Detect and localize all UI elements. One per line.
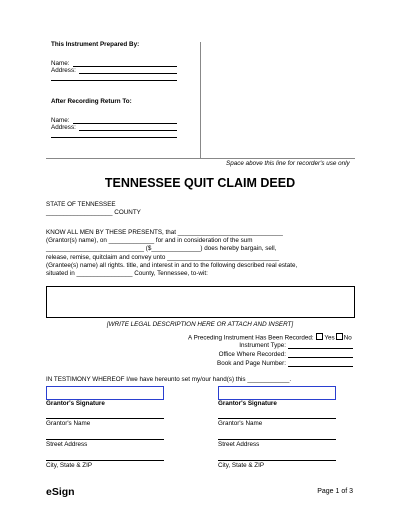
prepared-address-line-1[interactable] <box>79 73 177 74</box>
county-line: ___________________ COUNTY <box>46 209 141 216</box>
state-line: STATE OF TENNESSEE <box>46 201 116 208</box>
paragraph-line-5: (Grantee(s) name) all rights. title, and interest in and to the following described real estate, <box>46 262 298 269</box>
right-name-line[interactable] <box>218 418 336 419</box>
testimony-line: IN TESTIMONY WHEREOF I/we have hereunto set my/our hand(s) this ____________. <box>46 376 292 383</box>
return-name-label: Name: <box>51 117 70 124</box>
right-signature-field[interactable] <box>218 386 336 400</box>
legal-description-caption: [WRITE LEGAL DESCRIPTION HERE OR ATTACH AND INSERT] <box>106 321 294 328</box>
right-signature-label: Grantor's Signature <box>218 400 277 407</box>
right-street-label: Street Address <box>218 441 260 448</box>
prepared-address-label: Address: <box>51 67 76 74</box>
return-name-line[interactable] <box>73 123 177 124</box>
return-address-label: Address: <box>51 124 76 131</box>
paragraph-line-1: KNOW ALL MEN BY THESE PRESENTS, that ______________________________ <box>46 229 283 236</box>
yes-checkbox[interactable] <box>316 333 323 340</box>
no-label: No <box>343 334 352 342</box>
page-number: Page 1 of 3 <box>317 488 353 495</box>
left-name-line[interactable] <box>46 418 164 419</box>
left-signature-field[interactable] <box>46 386 164 400</box>
left-street-label: Street Address <box>46 441 88 448</box>
left-city-line[interactable] <box>46 460 164 461</box>
return-to-title: After Recording Return To: <box>51 98 132 105</box>
book-page-line[interactable] <box>288 366 353 367</box>
left-city-label: City, State & ZIP <box>46 462 93 469</box>
document-title: TENNESSEE QUIT CLAIM DEED <box>104 176 296 190</box>
prepared-name-line[interactable] <box>73 66 177 67</box>
return-address-line-1[interactable] <box>79 130 177 131</box>
right-city-line[interactable] <box>218 460 336 461</box>
no-checkbox[interactable] <box>336 333 343 340</box>
instrument-type-label: Instrument Type: <box>239 342 286 349</box>
left-street-line[interactable] <box>46 439 164 440</box>
prepared-by-title: This Instrument Prepared By: <box>51 41 140 48</box>
recorder-vertical-divider <box>200 42 201 158</box>
right-name-label: Grantor's Name <box>218 420 263 427</box>
left-signature-label: Grantor's Signature <box>46 400 105 407</box>
esign-logo: eSign <box>46 486 75 498</box>
recorder-space-note: Space above this line for recorder's use only <box>226 160 350 167</box>
paragraph-line-6: situated in ________________ County, Tennessee, to-wit: <box>46 270 208 277</box>
paragraph-line-4: release, remise, quitclaim and convey unto ________________________________ <box>46 254 280 261</box>
legal-description-box[interactable] <box>46 286 355 318</box>
paragraph-line-2: (Grantor(s) name), on _____________ for and in consideration of the sum <box>46 237 253 244</box>
right-street-line[interactable] <box>218 439 336 440</box>
return-address-line-2[interactable] <box>51 137 177 138</box>
right-city-label: City, State & ZIP <box>218 462 265 469</box>
preceding-instrument-label: A Preceding Instrument Has Been Recorded: <box>188 334 314 342</box>
book-page-label: Book and Page Number: <box>217 360 286 367</box>
prepared-address-line-2[interactable] <box>51 80 177 81</box>
instrument-type-line[interactable] <box>288 348 353 349</box>
left-name-label: Grantor's Name <box>46 420 91 427</box>
yes-label: Yes <box>324 334 335 342</box>
recorder-horizontal-divider <box>46 158 355 159</box>
prepared-name-label: Name: <box>51 60 70 67</box>
office-recorded-line[interactable] <box>288 357 353 358</box>
office-recorded-label: Office Where Recorded: <box>218 351 286 358</box>
paragraph-line-3: ____________________________ ($______________) does hereby bargain, sell, <box>46 245 277 252</box>
